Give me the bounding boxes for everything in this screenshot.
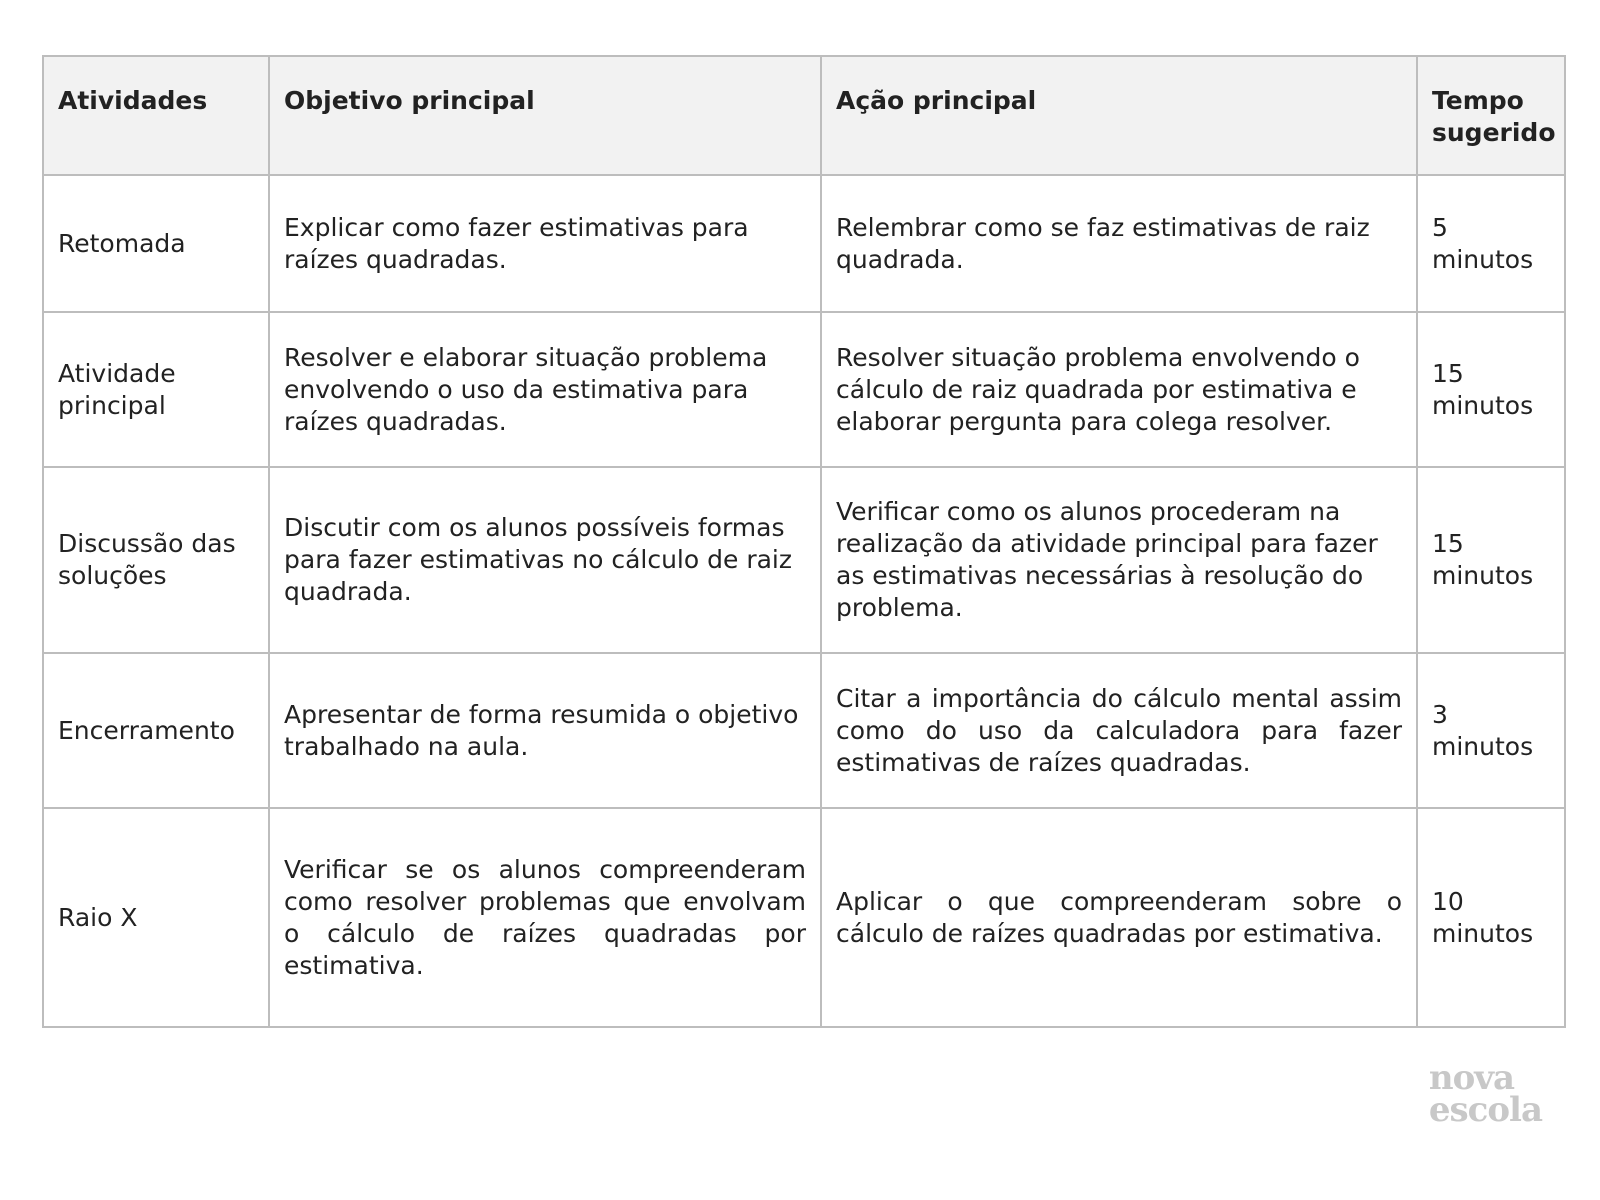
- table-row: [43, 808, 1565, 1027]
- table-row: [43, 467, 1565, 653]
- cell-tempo: 15 minutos: [1417, 312, 1565, 467]
- header-atividades: Atividades: [43, 56, 269, 175]
- cell-atividade: Discussão das soluções: [43, 467, 269, 653]
- cell-tempo: 15 minutos: [1417, 467, 1565, 653]
- table-row: [43, 312, 1565, 467]
- cell-acao: Resolver situação problema envolvendo o cálculo de raiz quadrada por estimativa e elaborar pergunta para colega resolver.: [821, 312, 1417, 467]
- cell-objetivo: Verificar se os alunos compreenderam como resolver problemas que envolvam o cálculo de raízes quadradas por estimativa.: [269, 808, 821, 1027]
- nova-escola-logo: [1428, 1058, 1542, 1130]
- cell-tempo: 10 minutos: [1417, 808, 1565, 1027]
- table-row: [43, 653, 1565, 808]
- logo-line-nova: nova: [1428, 1058, 1515, 1098]
- header-tempo-sugerido: Tempo sugerido: [1417, 56, 1565, 175]
- cell-tempo: 3 minutos: [1417, 653, 1565, 808]
- cell-atividade: Retomada: [43, 175, 269, 312]
- table-header-row: [43, 56, 1565, 175]
- cell-objetivo: Discutir com os alunos possíveis formas para fazer estimativas no cálculo de raiz quadrada.: [269, 467, 821, 653]
- header-acao-principal: Ação principal: [821, 56, 1417, 175]
- cell-acao: Relembrar como se faz estimativas de raiz quadrada.: [821, 175, 1417, 312]
- cell-tempo: 5 minutos: [1417, 175, 1565, 312]
- cell-atividade: Atividade principal: [43, 312, 269, 467]
- logo-line-escola: escola: [1428, 1090, 1542, 1130]
- header-objetivo-principal: Objetivo principal: [269, 56, 821, 175]
- cell-atividade: Encerramento: [43, 653, 269, 808]
- cell-acao: Aplicar o que compreenderam sobre o cálculo de raízes quadradas por estimativa.: [821, 808, 1417, 1027]
- cell-acao: Verificar como os alunos procederam na realização da atividade principal para fazer as estimativas necessárias à resolução do problema.: [821, 467, 1417, 653]
- lesson-plan-table: [42, 55, 1566, 1028]
- cell-objetivo: Resolver e elaborar situação problema envolvendo o uso da estimativa para raízes quadradas.: [269, 312, 821, 467]
- table-row: [43, 175, 1565, 312]
- cell-atividade: Raio X: [43, 808, 269, 1027]
- cell-objetivo: Explicar como fazer estimativas para raízes quadradas.: [269, 175, 821, 312]
- cell-acao: Citar a importância do cálculo mental assim como do uso da calculadora para fazer estimativas de raízes quadradas.: [821, 653, 1417, 808]
- cell-objetivo: Apresentar de forma resumida o objetivo trabalhado na aula.: [269, 653, 821, 808]
